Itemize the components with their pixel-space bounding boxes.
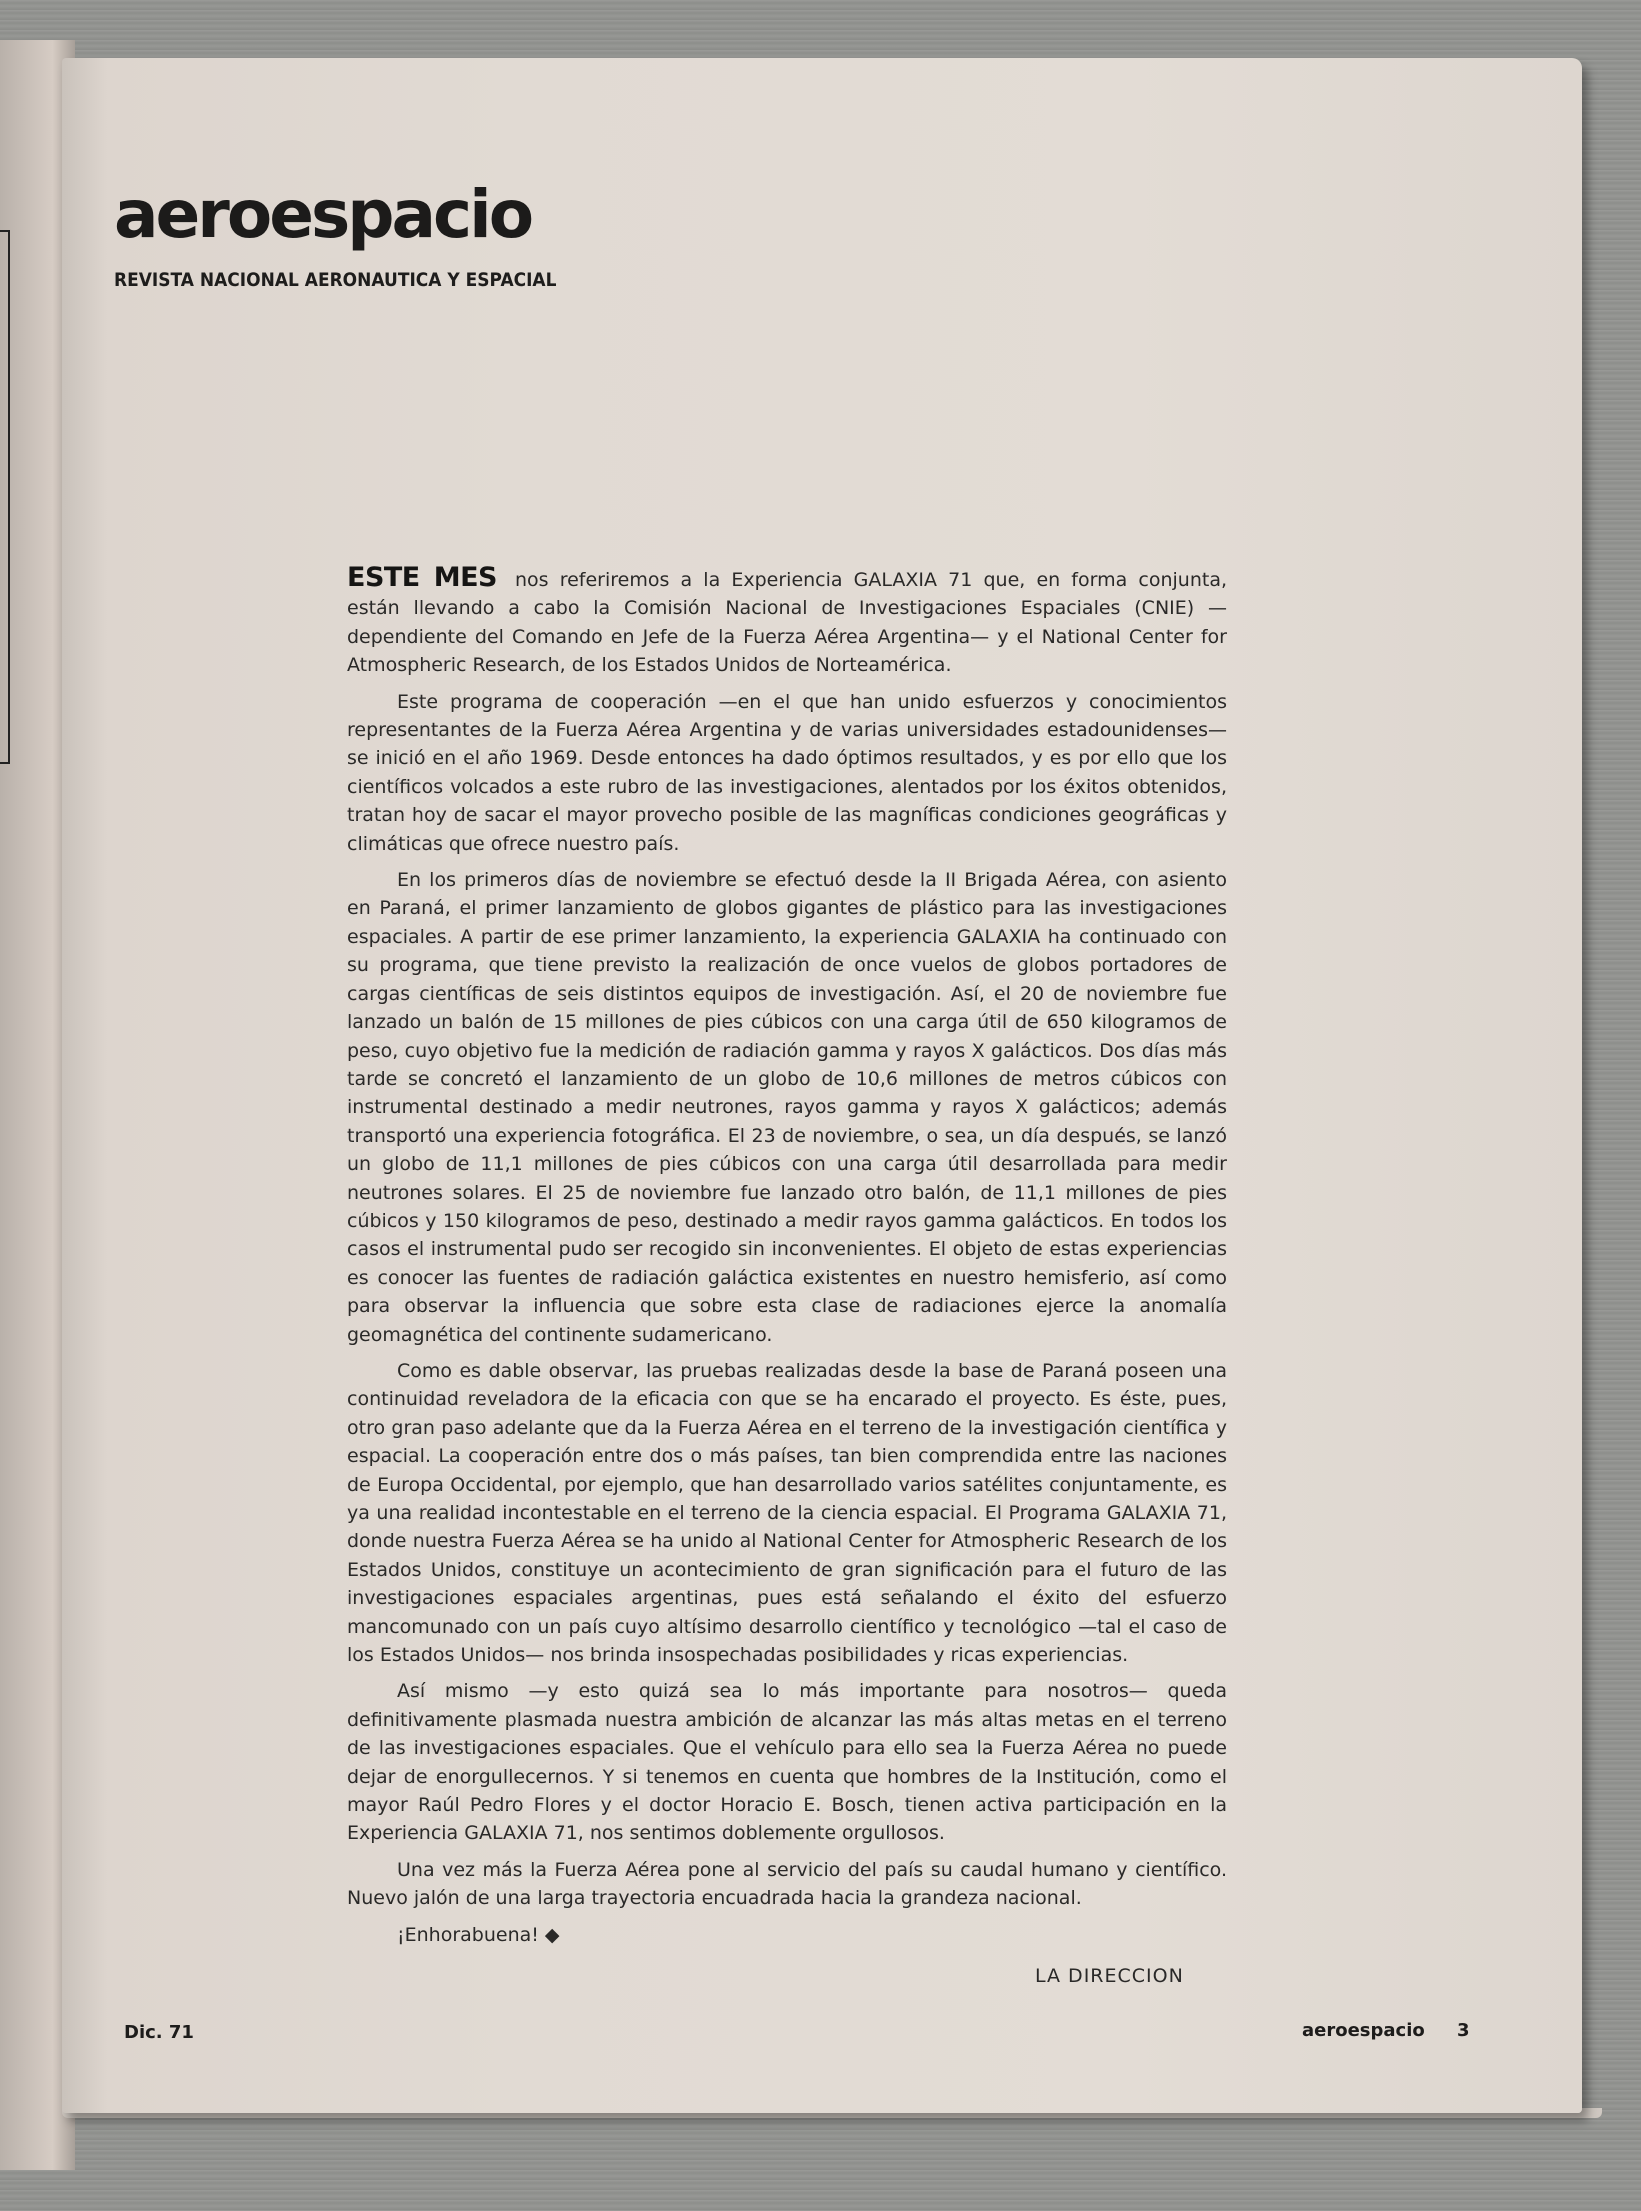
editorial-paragraph-6: Una vez más la Fuerza Aérea pone al servicio del país su caudal humano y científico. Nuevo jalón de una larga trayectoria encuadrada hacia la grandeza nacional. xyxy=(347,1858,1227,1910)
editorial-body xyxy=(347,564,1227,1957)
editorial-paragraph-4: Como es dable observar, las pruebas realizadas desde la base de Paraná poseen una continuidad reveladora de la eficacia con que se ha encarado el proyecto. Es éste, pues, otro gran paso adelante que da la Fuerza Aérea en el terreno de la investigación científica y espacial. La cooperación entre dos o más países, tan bien comprendida entre las naciones de Europa Occidental, por ejemplo, que han desarrollado varios satélites conjuntamente, es ya una realidad incontestable en el terreno de la ciencia espacial. El Programa GALAXIA 71, donde nuestra Fuerza Aérea se ha unido al National Center for Atmospheric Research de los Estados Unidos, constituye un acontecimiento de gran significación para el futuro de las investigaciones espaciales argentinas, pues está señalando el éxito del esfuerzo mancomunado con un país cuyo altísimo desarrollo científico y tecnológico —tal el caso de los Estados Unidos— nos brinda insospechadas posibilidades y ricas experiencias. xyxy=(347,1359,1227,1667)
paragraph-text: nos referiremos a la Experiencia GALAXIA 71 que, en forma conjunta, están llevando a cabo la Comisión Nacional de Investigaciones Espaciales (CNIE) —dependiente del Comando en Jefe de la Fuerza Aérea Argentina— y el National Center for Atmospheric Research, de los Estados Unidos de Norteamérica. xyxy=(347,569,1227,677)
editorial-paragraph-1 xyxy=(347,564,1227,680)
footer-issue: Dic. 71 xyxy=(124,2022,194,2043)
footer-magazine: aeroespacio xyxy=(1302,2020,1425,2041)
lead-label: ESTE MES xyxy=(347,562,498,593)
masthead-subtitle: REVISTA NACIONAL AERONAUTICA Y ESPACIAL xyxy=(114,270,557,291)
facing-page-box xyxy=(0,230,10,764)
editorial-closing: ¡Enhorabuena! ◆ xyxy=(397,1923,560,1946)
editorial-paragraph-5: Así mismo —y esto quizá sea lo más importante para nosotros— queda definitivamente plasmada nuestra ambición de alcanzar las más altas metas en el terreno de las investigaciones espaciales. Que el vehículo para ello sea la Fuerza Aérea no puede dejar de enorgullecernos. Y si tenemos en cuenta que hombres de la Institución, como el mayor Raúl Pedro Flores y el doctor Horacio E. Bosch, tienen activa participación en la Experiencia GALAXIA 71, nos sentimos doblemente orgullosos. xyxy=(347,1680,1227,1845)
signature: LA DIRECCION xyxy=(1035,1965,1184,1987)
editorial-paragraph-3: En los primeros días de noviembre se efectuó desde la II Brigada Aérea, con asiento en Paraná, el primer lanzamiento de globos gigantes de plástico para las investigaciones espaciales. A partir de ese primer lanzamiento, la experiencia GALAXIA ha continuado con su programa, que tiene previsto la realización de once vuelos de globos portadores de cargas científicas de seis distintos equipos de investigación. Así, el 20 de noviembre fue lanzado un balón de 15 millones de pies cúbicos con una carga útil de 650 kilogramos de peso, cuyo objetivo fue la medición de radiación gamma y rayos X galácticos. Dos días más tarde se concretó el lanzamiento de un globo de 10,6 millones de metros cúbicos con instrumental destinado a medir neutrones, rayos gamma y rayos X galácticos; además transportó una experiencia fotográfica. El 23 de noviembre, o sea, un día después, se lanzó un globo de 11,1 millones de pies cúbicos con una carga útil desarrollada para medir neutrones solares. El 25 de noviembre fue lanzado otro balón, de 11,1 millones de pies cúbicos y 150 kilogramos de peso, destinado a medir rayos gamma galácticos. En todos los casos el instrumental pudo ser recogido sin inconvenientes. El objeto de estas experiencias es conocer las fuentes de radiación galáctica existentes en nuestro hemisferio, así como para observar la influencia que sobre esta clase de radiaciones ejerce la anomalía geomagnética del continente sudamericano. xyxy=(347,869,1227,1346)
masthead-title: aeroespacio xyxy=(114,176,532,253)
footer-page-number: 3 xyxy=(1457,2020,1470,2041)
editorial-paragraph-2: Este programa de cooperación —en el que han unido esfuerzos y conocimientos representantes de la Fuerza Aérea Argentina y de varias universidades estadounidenses— se inició en el año 1969. Desde entonces ha dado óptimos resultados, y es por ello que los científicos volcados a este rubro de las investigaciones, alentados por los éxitos obtenidos, tratan hoy de sacar el mayor provecho posible de las magníficas condiciones geográficas y climáticas que ofrece nuestro país. xyxy=(347,690,1227,855)
